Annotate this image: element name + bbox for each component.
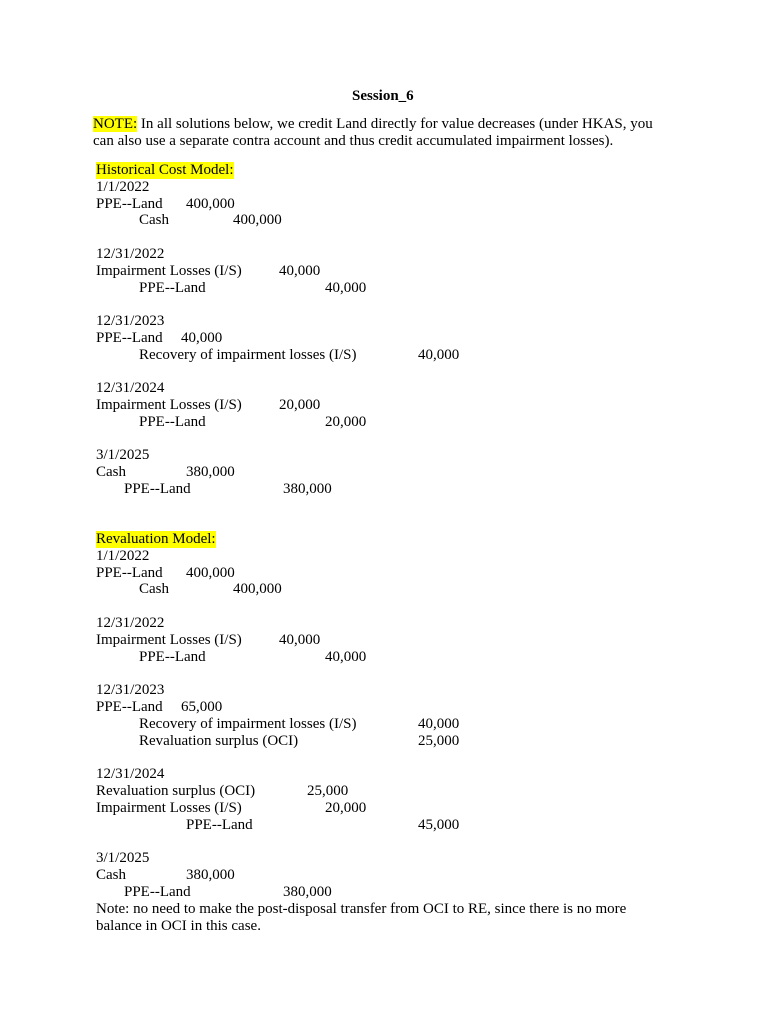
rv-entry3-credit1-amount: 40,000 (418, 716, 460, 732)
rv-entry3-credit2-account: Revaluation surplus (OCI) (139, 733, 299, 749)
rv-entry4-date: 12/31/2024 (96, 766, 165, 782)
hc-entry1-date: 1/1/2022 (96, 179, 150, 195)
rv-entry2-date: 12/31/2022 (96, 615, 165, 631)
hc-entry5-date: 3/1/2025 (96, 447, 150, 463)
rv-entry3-debit-amount: 65,000 (181, 699, 223, 715)
rv-entry1-credit-amount: 400,000 (233, 581, 282, 597)
rv-entry2-credit-amount: 40,000 (325, 649, 367, 665)
rv-entry1-debit-account: PPE--Land (96, 565, 163, 581)
revaluation-heading: Revaluation Model: (96, 531, 216, 547)
hc-entry5-debit-account: Cash (96, 464, 126, 480)
rv-entry4-credit-amount: 45,000 (418, 817, 460, 833)
hc-entry5-debit-amount: 380,000 (186, 464, 235, 480)
footer-note-line-2: balance in OCI in this case. (96, 918, 261, 934)
rv-entry1-debit-amount: 400,000 (186, 565, 235, 581)
hc-entry2-debit-account: Impairment Losses (I/S) (96, 263, 242, 279)
hc-entry4-debit-account: Impairment Losses (I/S) (96, 397, 242, 413)
rv-entry4-debit1-account: Revaluation surplus (OCI) (96, 783, 256, 799)
hc-entry5-credit-account: PPE--Land (124, 481, 191, 497)
rv-entry5-date: 3/1/2025 (96, 850, 150, 866)
hc-entry2-date: 12/31/2022 (96, 246, 165, 262)
hc-entry4-date: 12/31/2024 (96, 380, 165, 396)
rv-entry3-credit1-account: Recovery of impairment losses (I/S) (139, 716, 357, 732)
hc-entry3-credit-account: Recovery of impairment losses (I/S) (139, 347, 357, 363)
rv-entry4-credit-account: PPE--Land (186, 817, 253, 833)
rv-entry4-debit2-account: Impairment Losses (I/S) (96, 800, 242, 816)
rv-entry2-debit-amount: 40,000 (279, 632, 321, 648)
rv-entry3-date: 12/31/2023 (96, 682, 165, 698)
rv-entry5-debit-amount: 380,000 (186, 867, 235, 883)
hc-entry3-credit-amount: 40,000 (418, 347, 460, 363)
hc-entry5-credit-amount: 380,000 (283, 481, 332, 497)
historical-cost-heading: Historical Cost Model: (96, 162, 234, 178)
note-label: NOTE: (93, 116, 138, 132)
note-text-2: can also use a separate contra account and thus credit accumulated impairment losses). (93, 133, 614, 149)
hc-entry2-credit-amount: 40,000 (325, 280, 367, 296)
hc-entry4-debit-amount: 20,000 (279, 397, 321, 413)
hc-entry1-debit-amount: 400,000 (186, 196, 235, 212)
hc-entry2-debit-amount: 40,000 (279, 263, 321, 279)
rv-entry5-credit-amount: 380,000 (283, 884, 332, 900)
hc-entry1-credit-amount: 400,000 (233, 212, 282, 228)
rv-entry5-credit-account: PPE--Land (124, 884, 191, 900)
hc-entry3-debit-account: PPE--Land (96, 330, 163, 346)
rv-entry3-credit2-amount: 25,000 (418, 733, 460, 749)
rv-entry2-debit-account: Impairment Losses (I/S) (96, 632, 242, 648)
footer-note-line-1: Note: no need to make the post-disposal transfer from OCI to RE, since there is no more (96, 901, 627, 917)
hc-entry3-debit-amount: 40,000 (181, 330, 223, 346)
note-paragraph-line-1 (93, 116, 653, 133)
rv-entry5-debit-account: Cash (96, 867, 126, 883)
page-title: Session_6 (352, 88, 414, 104)
note-text-1: In all solutions below, we credit Land directly for value decreases (under HKAS, you (137, 116, 653, 132)
hc-entry2-credit-account: PPE--Land (139, 280, 206, 296)
hc-entry1-credit-account: Cash (139, 212, 169, 228)
rv-entry1-date: 1/1/2022 (96, 548, 150, 564)
rv-entry4-debit2-amount: 20,000 (325, 800, 367, 816)
hc-entry1-debit-account: PPE--Land (96, 196, 163, 212)
rv-entry4-debit1-amount: 25,000 (307, 783, 349, 799)
rv-entry2-credit-account: PPE--Land (139, 649, 206, 665)
rv-entry3-debit-account: PPE--Land (96, 699, 163, 715)
hc-entry4-credit-account: PPE--Land (139, 414, 206, 430)
hc-entry4-credit-amount: 20,000 (325, 414, 367, 430)
rv-entry1-credit-account: Cash (139, 581, 169, 597)
hc-entry3-date: 12/31/2023 (96, 313, 165, 329)
